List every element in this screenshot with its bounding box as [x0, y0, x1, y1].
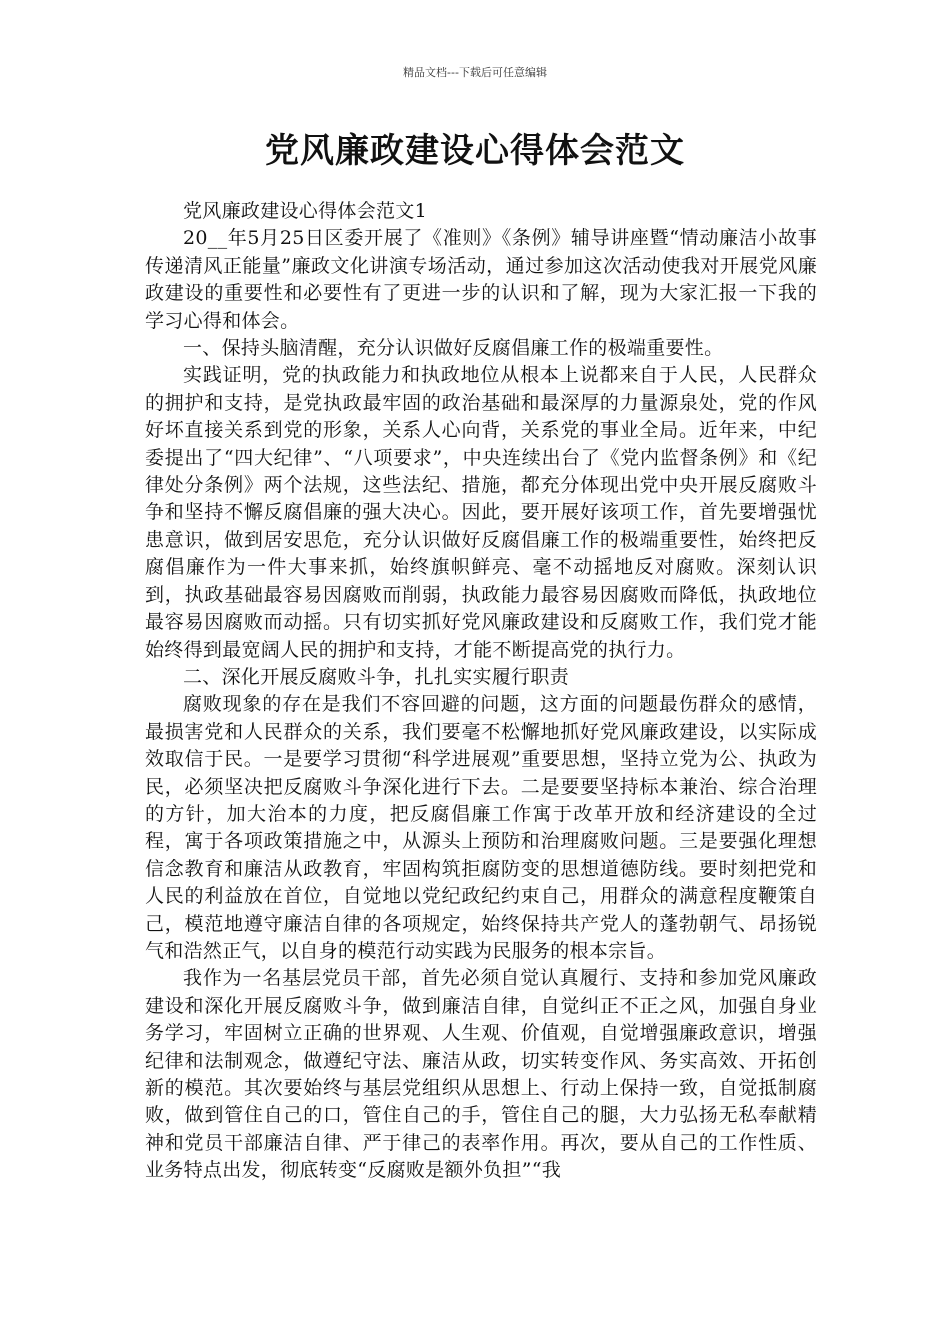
paragraph: 我作为一名基层党员干部，首先必须自觉认真履行、支持和参加党风廉政建设和深化开展反腐败斗争，做到廉洁自律，自觉纠正不正之风，加强自身业务学习，牢固树立正确的世界观、人生观、价值观，自觉增强廉政意识，增强纪律和法制观念，做遵纪守法、廉洁从政，切实转变作风、务实高效、开拓创新的模范。其次要始终与基层党组织从思想上、行动上保持一致，自觉抵制腐败，做到管住自己的口，管住自己的手，管住自己的腿，大力弘扬无私奉献精神和党员干部廉洁自律、严于律己的表率作用。再次，要从自己的工作性质、业务特点出发，彻底转变“反腐败是额外负担”“我 [145, 967, 817, 1182]
paragraph-subtitle: 党风廉政建设心得体会范文1 [183, 200, 427, 222]
paragraph-intro: 20__年5月25日区委开展了《准则》《条例》辅导讲座暨“情动廉洁小故事传递清风正能量”廉政文化讲演专场活动，通过参加这次活动使我对开展党风廉政建设的重要性和必要性有了更进一步的认识和了解，现为大家汇报一下我的学习心得和体会。 [145, 227, 817, 332]
paragraph: 腐败现象的存在是我们不容回避的问题，这方面的问题最伤群众的感情，最损害党和人民群众的关系，我们要毫不松懈地抓好党风廉政建设，以实际成效取信于民。一是要学习贯彻“科学进展观”重要思想，坚持立党为公、执政为民，必须坚决把反腐败斗争深化进行下去。二是要要坚持标本兼治、综合治理的方针，加大治本的力度，把反腐倡廉工作寓于改革开放和经济建设的全过程，寓于各项政策措施之中，从源头上预防和治理腐败问题。三是要强化理想信念教育和廉洁从政教育，牢固构筑拒腐防变的思想道德防线。要时刻把党和人民的利益放在首位，自觉地以党纪政纪约束自己，用群众的满意程度鞭策自己，模范地遵守廉洁自律的各项规定，始终保持共产党人的蓬勃朝气、昂扬锐气和浩然正气，以自身的模范行动实践为民服务的根本宗旨。 [145, 693, 817, 962]
document-title: 党风廉政建设心得体会范文 [265, 131, 685, 171]
section-heading-1: 一、保持头脑清醒，充分认识做好反腐倡廉工作的极端重要性。 [183, 337, 724, 360]
page-header: 精品文档---下载后可任意编辑 [403, 66, 547, 79]
paragraph: 实践证明，党的执政能力和执政地位从根本上说都来自于人民，人民群众的拥护和支持，是党执政最牢固的政治基础和最深厚的力量源泉处，党的作风好坏直接关系到党的形象，关系人心向背，关系党的事业全局。近年来，中纪委提出了“四大纪律”、“八项要求”，中央连续出台了《党内监督条例》和《纪律处分条例》两个法规，这些法纪、措施，都充分体现出党中央开展反腐败斗争和坚持不懈反腐倡廉的强大决心。因此，要开展好该项工作，首先要增强忧患意识，做到居安思危，充分认识做好反腐倡廉工作的极端重要性，始终把反腐倡廉作为一件大事来抓，始终旗帜鲜亮、毫不动摇地反对腐败。深刻认识到，执政基础最容易因腐败而削弱，执政能力最容易因腐败而降低，执政地位最容易因腐败而动摇。只有切实抓好党风廉政建设和反腐败工作，我们党才能始终得到最宽阔人民的拥护和支持，才能不断提高党的执行力。 [145, 364, 817, 661]
document-body [145, 198, 817, 1185]
section-heading-2: 二、深化开展反腐败斗争，扎扎实实履行职责 [183, 665, 570, 688]
